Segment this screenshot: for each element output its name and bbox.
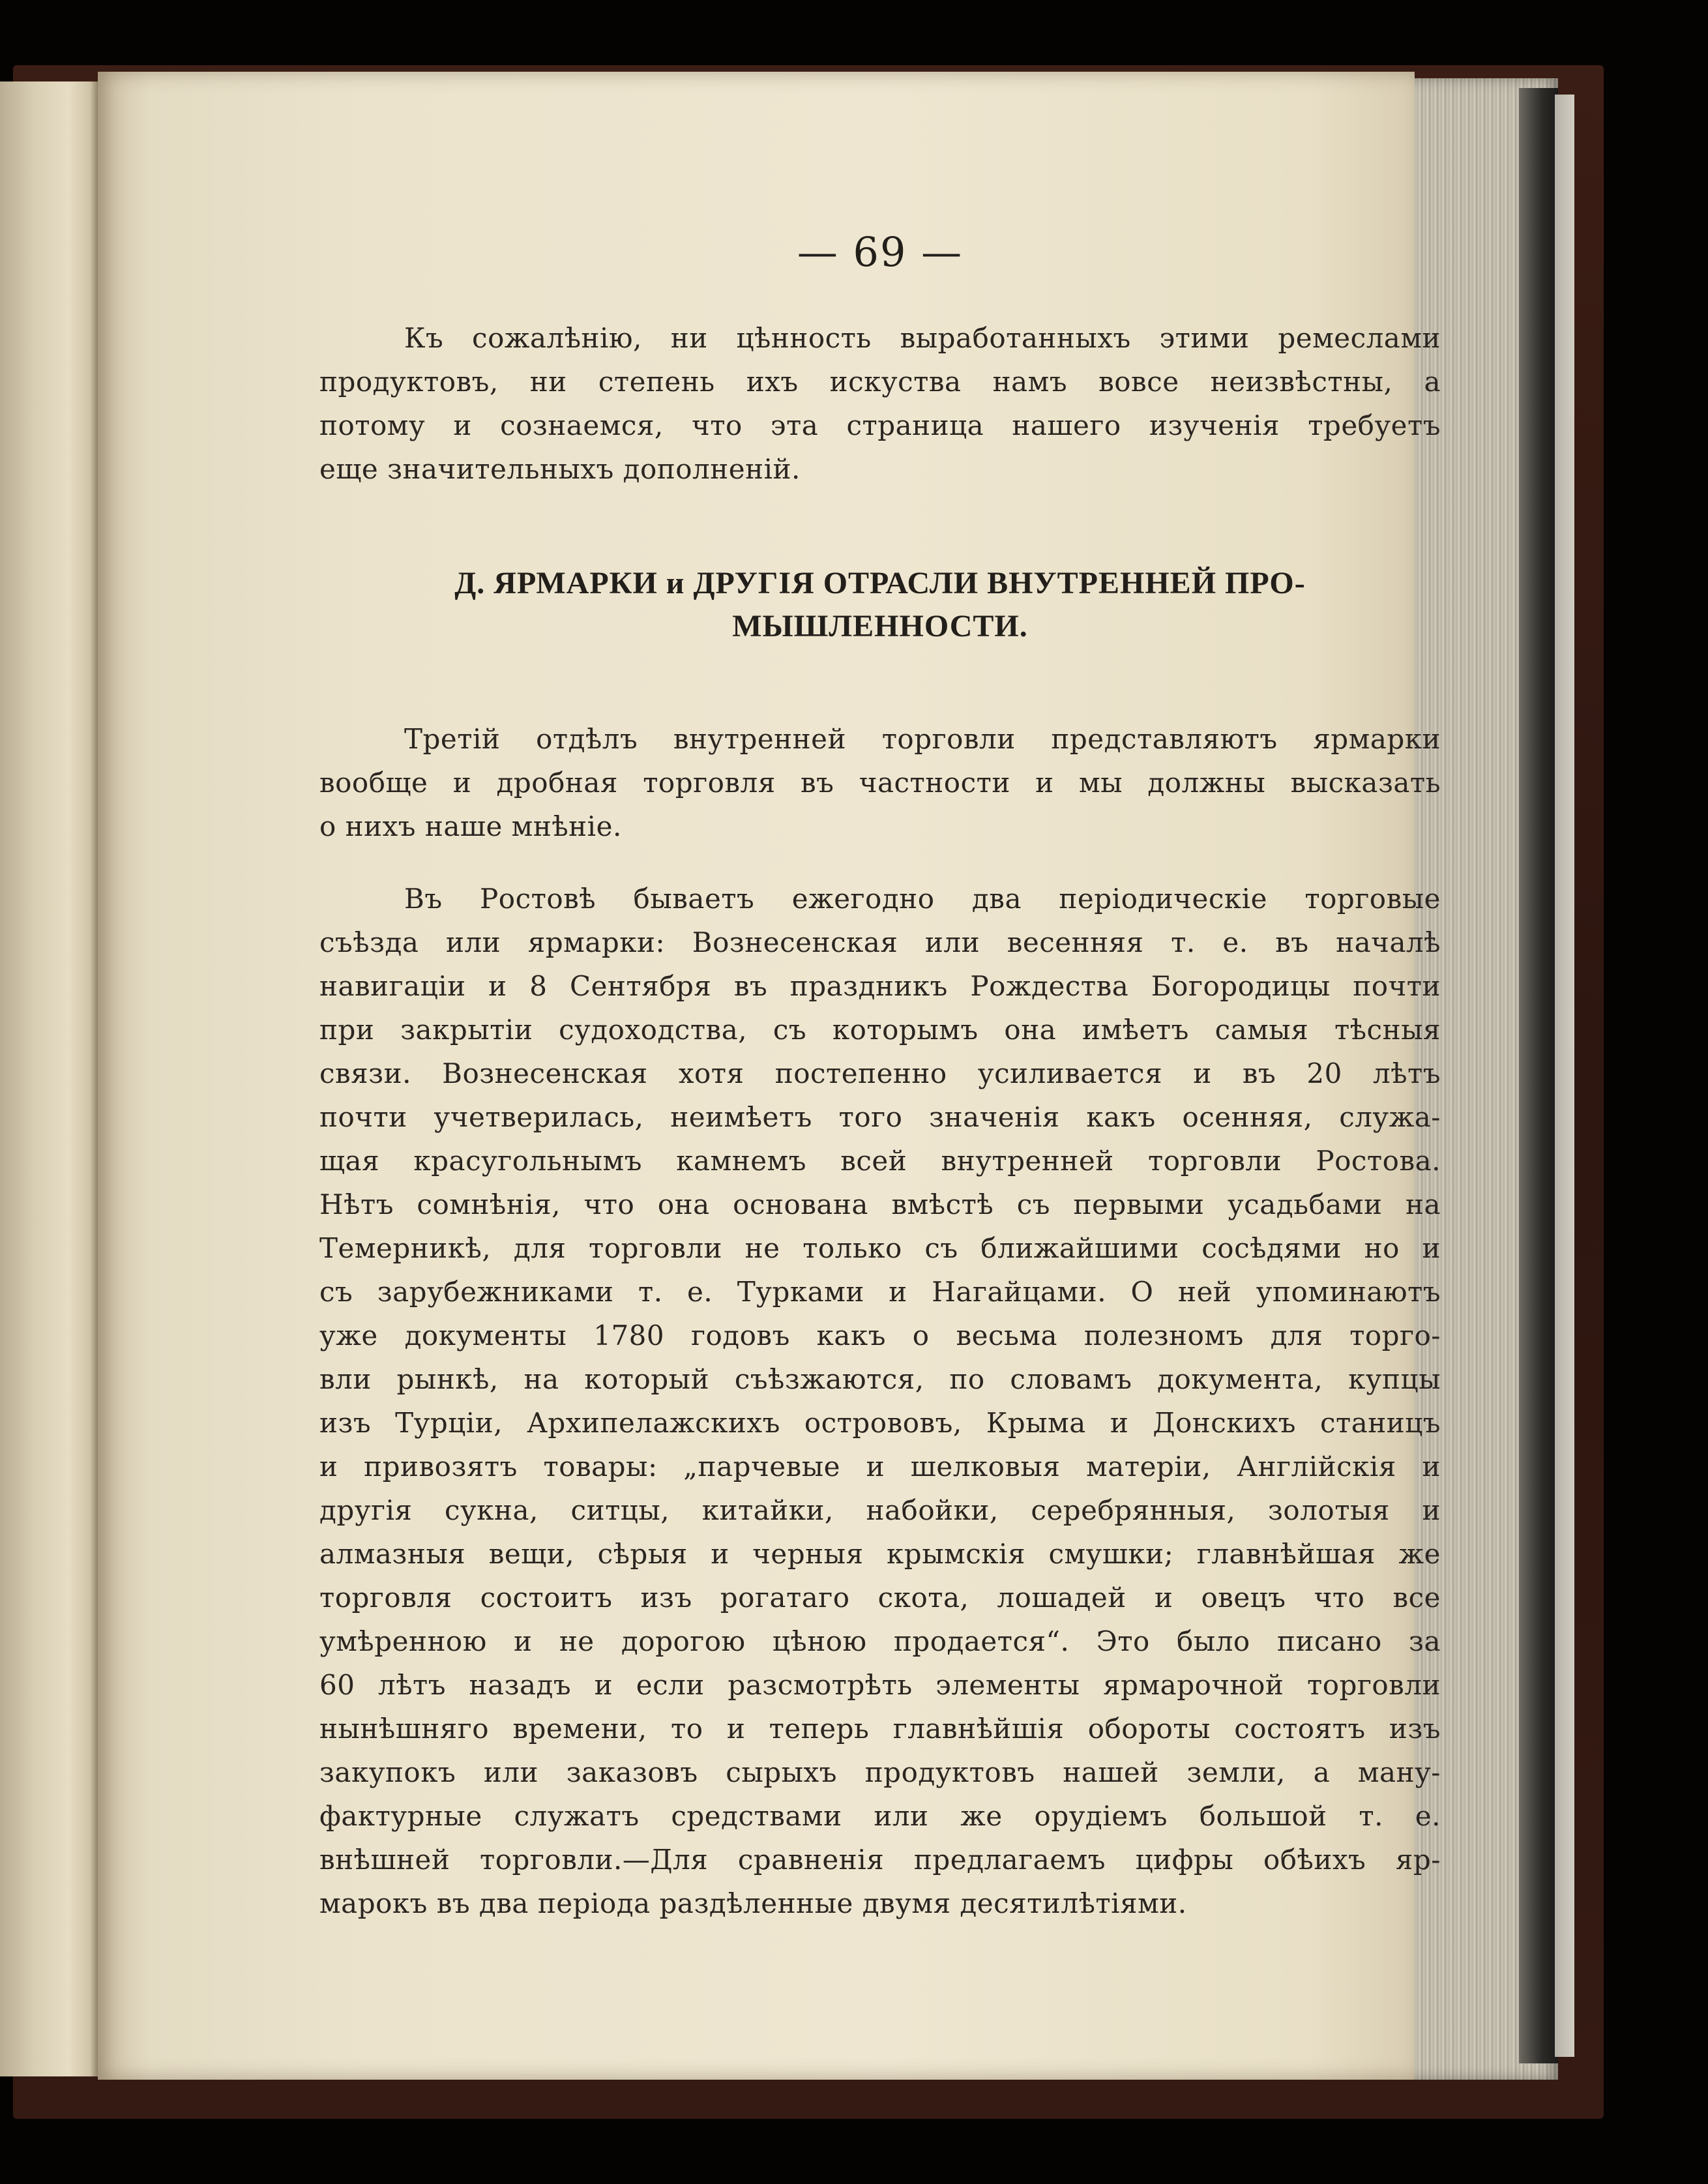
text-line: марокъ въ два періода раздѣленные двумя десятилѣтіями.: [319, 1887, 1187, 1919]
text-line: торговля состоитъ изъ рогатаго скота, лошадей и овецъ что все: [319, 1582, 1441, 1614]
text-line: почти учетверилась, неимѣетъ того значенія какъ осенняя, служа-: [319, 1101, 1441, 1133]
text-line: изъ Турціи, Архипелажскихъ острововъ, Крыма и Донскихъ станицъ: [319, 1407, 1441, 1439]
back-cover-edge: [1555, 95, 1574, 2057]
text-line: еще значительныхъ дополненій.: [319, 453, 801, 485]
text-line: фактурные служатъ средствами или же орудіемъ большой т. е.: [319, 1800, 1441, 1832]
text-line: уже документы 1780 годовъ какъ о весьма полезномъ для торго-: [319, 1320, 1441, 1351]
text-line: Нѣтъ сомнѣнія, что она основана вмѣстѣ съ первыми усадьбами на: [319, 1188, 1441, 1220]
text-line: алмазныя вещи, сѣрыя и черныя крымскія смушки; главнѣйшая же: [319, 1538, 1441, 1570]
paragraph-fairs-intro: [319, 717, 1441, 848]
text-line: вообще и дробная торговля въ частности и мы должны высказать: [319, 767, 1441, 799]
text-line: навигаціи и 8 Сентября въ праздникъ Рождества Богородицы почти: [319, 970, 1441, 1002]
text-line: умѣренною и не дорогою цѣною продается“. Это было писано за: [319, 1625, 1441, 1657]
text-line: щая красугольнымъ камнемъ всей внутренней торговли Ростова.: [319, 1145, 1441, 1177]
text-line: о нихъ наше мнѣніе.: [319, 810, 622, 842]
text-line: закупокъ или заказовъ сырыхъ продуктовъ нашей земли, а ману-: [319, 1756, 1441, 1788]
section-heading-line-1: Д. ЯРМАРКИ и ДРУГІЯ ОТРАСЛИ ВНУТРЕННЕЙ ПРО-: [454, 566, 1306, 600]
text-line: связи. Вознесенская хотя постепенно усиливается и въ 20 лѣтъ: [319, 1057, 1441, 1089]
text-line: другія сукна, ситцы, китайки, набойки, серебрянныя, золотыя и: [319, 1494, 1441, 1526]
section-heading: [319, 562, 1441, 648]
text-line: Въ Ростовѣ бываетъ ежегодно два періодическіе торговые: [404, 883, 1441, 915]
section-heading-line-2: МЫШЛЕННОСТИ.: [732, 609, 1028, 643]
text-line: внѣшней торговли.—Для сравненія предлагаемъ цифры обѣихъ яр-: [319, 1844, 1441, 1876]
left-page-edge: [0, 81, 98, 2076]
text-line: съ зарубежниками т. е. Турками и Нагайцами. О ней упоминаютъ: [319, 1276, 1441, 1308]
text-line: Къ сожалѣнію, ни цѣнность выработанныхъ этими ремеслами: [404, 322, 1441, 354]
text-line: продуктовъ, ни степень ихъ искуства намъ вовсе неизвѣстны, а: [319, 366, 1441, 398]
page-stack-shadow: [1519, 88, 1558, 2063]
page-number: — 69 —: [797, 228, 964, 276]
text-line: нынѣшняго времени, то и теперь главнѣйшія обороты состоятъ изъ: [319, 1713, 1441, 1745]
text-line: потому и сознаемся, что эта страница нашего изученія требуетъ: [319, 409, 1441, 441]
text-line: вли рынкѣ, на который съѣзжаются, по словамъ документа, купцы: [319, 1363, 1441, 1395]
paragraph-rostov-fairs: [319, 877, 1441, 1925]
text-line: Третій отдѣлъ внутренней торговли представляютъ ярмарки: [404, 723, 1441, 755]
text-line: Темерникѣ, для торговли не только съ ближайшими сосѣдями но и: [319, 1232, 1441, 1264]
intro-paragraph: [319, 316, 1441, 491]
text-line: 60 лѣтъ назадъ и если разсмотрѣть элементы ярмарочной торговли: [319, 1669, 1441, 1701]
text-line: съѣзда или ярмарки: Вознесенская или весенняя т. е. въ началѣ: [319, 926, 1441, 958]
text-line: и привозятъ товары: „парчевые и шелковыя матеріи, Англійскія и: [319, 1451, 1441, 1483]
text-line: при закрытіи судоходства, съ которымъ она имѣетъ самыя тѣсныя: [319, 1014, 1441, 1046]
book-page: [98, 72, 1441, 2080]
